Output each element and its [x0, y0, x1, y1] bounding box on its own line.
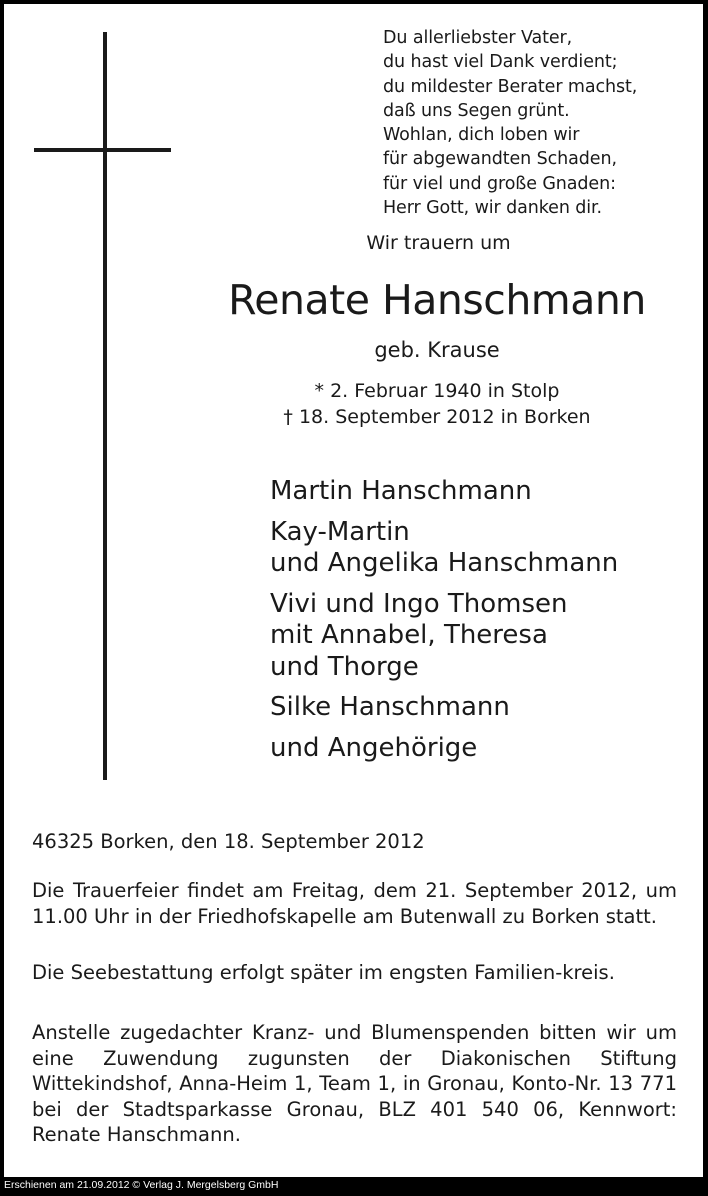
poem-line: daß uns Segen grünt.	[383, 100, 570, 121]
poem-line: Du allerliebster Vater,	[383, 28, 573, 48]
mourner-entry	[270, 517, 690, 580]
poem-line: du hast viel Dank verdient;	[383, 52, 618, 73]
mourner-line: Silke Hanschmann	[270, 692, 510, 722]
poem	[383, 26, 693, 220]
funeral-service-paragraph: Die Trauerfeier findet am Freitag, dem 21. September 2012, um 11.00 Uhr in der Friedhofskapelle am Butenwall zu Borken statt.	[32, 879, 677, 928]
cross-horizontal-bar	[34, 148, 171, 152]
mourner-line: und Thorge	[270, 651, 419, 682]
mourner-line: mit Annabel, Theresa	[270, 620, 548, 650]
poem-line: für viel und große Gnaden:	[383, 173, 616, 194]
birth-name: geb. Krause	[374, 338, 500, 362]
mourner-entry	[270, 733, 690, 765]
mourners-list	[270, 476, 690, 773]
mourner-entry	[270, 692, 690, 724]
mourner-line: Kay-Martin	[270, 516, 410, 547]
poem-line: Herr Gott, wir danken dir.	[383, 198, 602, 219]
place-and-date: 46325 Borken, den 18. September 2012	[32, 830, 425, 853]
poem-line: Wohlan, dich loben wir	[383, 125, 580, 146]
deceased-name: Renate Hanschmann	[228, 276, 646, 324]
mourner-line: und Angehörige	[270, 732, 478, 763]
death-date: † 18. September 2012 in Borken	[283, 406, 591, 428]
mourner-entry	[270, 476, 690, 508]
obituary-page	[4, 4, 703, 1177]
mourner-entry	[270, 589, 690, 684]
mourner-line: Vivi und Ingo Thomsen	[270, 588, 568, 619]
mourning-intro: Wir trauern um	[366, 232, 511, 254]
poem-line: du mildester Berater machst,	[383, 76, 638, 97]
mourner-line: Martin Hanschmann	[270, 476, 532, 506]
birth-date: * 2. Februar 1940 in Stolp	[314, 380, 560, 402]
cross-vertical-bar	[103, 32, 107, 780]
sea-burial-paragraph: Die Seebestattung erfolgt später im engsten Familien-kreis.	[32, 961, 615, 984]
donation-paragraph: Anstelle zugedachter Kranz- und Blumenspenden bitten wir um eine Zuwendung zugunsten der Diakonischen Stiftung Wittekindshof, Anna-Heim 1, Team 1, in Gronau, Konto-Nr. 13 771 bei der Stadtsparkasse Gronau, BLZ 401 540 06, Kennwort: Renate Hanschmann.	[32, 1021, 677, 1146]
poem-line: für abgewandten Schaden,	[383, 149, 617, 170]
publication-footer: Erschienen am 21.09.2012 © Verlag J. Mergelsberg GmbH	[4, 1179, 279, 1191]
mourner-line: und Angelika Hanschmann	[270, 548, 619, 578]
